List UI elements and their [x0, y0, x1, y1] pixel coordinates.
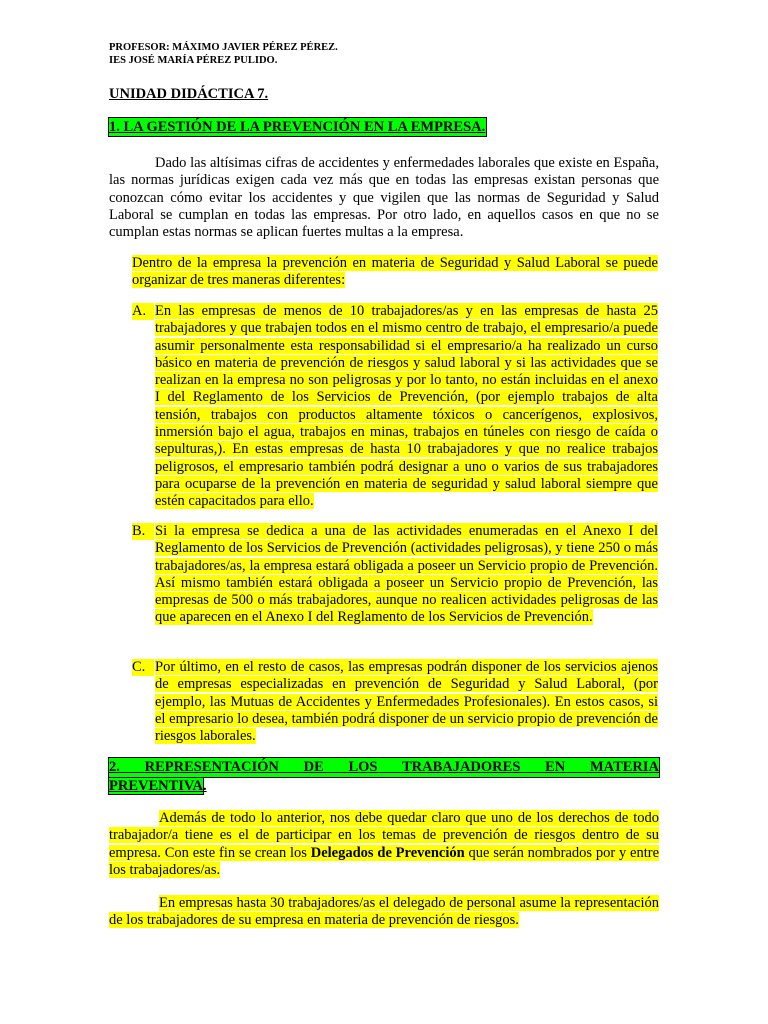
section2-title-line2: PREVENTIVA — [109, 778, 204, 794]
list-item-a — [132, 303, 658, 511]
section2-paragraph-1 — [109, 810, 659, 879]
list-item-letter: A. — [132, 303, 154, 320]
section1-title: 1. LA GESTIÓN DE LA PREVENCIÓN EN LA EMPRESA. — [109, 119, 486, 135]
section2-title-line1: 2. REPRESENTACIÓN DE LOS TRABAJADORES EN MATERIA — [109, 759, 659, 775]
para1-start: Además de todo lo anterior, nos debe quedar claro que uno de los derechos de todo trabajador/a tiene es el de participar en los temas de prevención de riesgos dentro de su empresa. Con este fin se crean los — [109, 810, 659, 861]
list-item-b — [132, 523, 658, 627]
delegados-term: Delegados de Prevención — [310, 844, 465, 861]
section2-title-end: . — [203, 778, 207, 794]
list-item-letter: B. — [132, 523, 154, 540]
list-item-text: Si la empresa se dedica a una de las actividades enumeradas en el Anexo I del Reglamento de los Servicios de Prevención (actividades peligrosas), y tiene 250 o más trabajadores/as, la empresa estará obligada a poseer un Servicio propio de Prevención. Así mismo también estará obligada a poseer un Servicio propio de Prevención, las empresas de 500 o más trabajadores, aunque no realicen actividades peligrosas de las que aparecen en el Anexo I del Reglamento de los Servicios de Prevención. — [155, 523, 658, 626]
school-line: IES JOSÉ MARÍA PÉREZ PULIDO. — [109, 54, 278, 66]
document-header — [109, 42, 338, 67]
para2-text: En empresas hasta 30 trabajadores/as el delegado de personal asume la representación de los trabajadores de su empresa en materia de prevención de riesgos. — [109, 895, 659, 929]
section1-intro-paragraph: Dado las altísimas cifras de accidentes y enfermedades laborales que existe en España, las normas jurídicas exigen cada vez más que en todas las empresas existan personas que conozcan cómo evitar los accidentes y que vigilen que las normas de Seguridad y Salud Laboral se cumplan en todas las empresas. Por otro lado, en aquellos casos en que no se cumplan estas normas se aplican fuertes multas a la empresa. — [109, 155, 659, 241]
list-item-letter: C. — [132, 659, 154, 676]
unit-title: UNIDAD DIDÁCTICA 7. — [109, 86, 269, 102]
lead-text: Dentro de la empresa la prevención en materia de Seguridad y Salud Laboral se puede organizar de tres maneras diferentes: — [132, 255, 658, 289]
list-item-text: En las empresas de menos de 10 trabajadores/as y en las empresas de hasta 25 trabajadores y que trabajen todos en el mismo centro de trabajo, el empresario/a puede asumir personalmente esta responsabilidad si el empresario/a ha realizado un curso básico en materia de prevención de riesgos y salud laboral y si las actividades que se realizan en la empresa no son peligrosas y por lo tanto, no están incluidas en el anexo I del Reglamento de los Servicios de Prevención, (por ejemplo trabajos de alta tensión, trabajos con productos altamente tóxicos o cancerígenos, explosivos, inmersión bajo el agua, trabajos en minas, trabajos en túneles con riesgo de caída o sepulturas,). En estas empresas de hasta 10 trabajadores y que no realice trabajos peligrosos, el empresario también podrá designar a uno o varios de sus trabajadores para ocuparse de la prevención en materia de seguridad y salud laboral siempre que estén capacitados para ello. — [155, 303, 658, 510]
list-item-c — [132, 659, 658, 745]
list-item-text: Por último, en el resto de casos, las empresas podrán disponer de los servicios ajenos de empresas especializadas en prevención de Seguridad y Salud Laboral, (por ejemplo, las Mutuas de Accidentes y Enfermedades Profesionales). En estos casos, si el empresario lo desea, también podrá disponer de un servicio propio de prevención de riesgos laborales. — [155, 659, 658, 745]
section1-heading — [109, 119, 486, 136]
para1-end: que serán nombrados por y entre los trabajadores/as. — [109, 844, 660, 878]
section2-heading — [109, 758, 659, 796]
professor-line: PROFESOR: MÁXIMO JAVIER PÉREZ PÉREZ. — [109, 42, 338, 53]
section2-paragraph-2 — [109, 895, 659, 930]
section1-lead-paragraph — [132, 255, 658, 290]
